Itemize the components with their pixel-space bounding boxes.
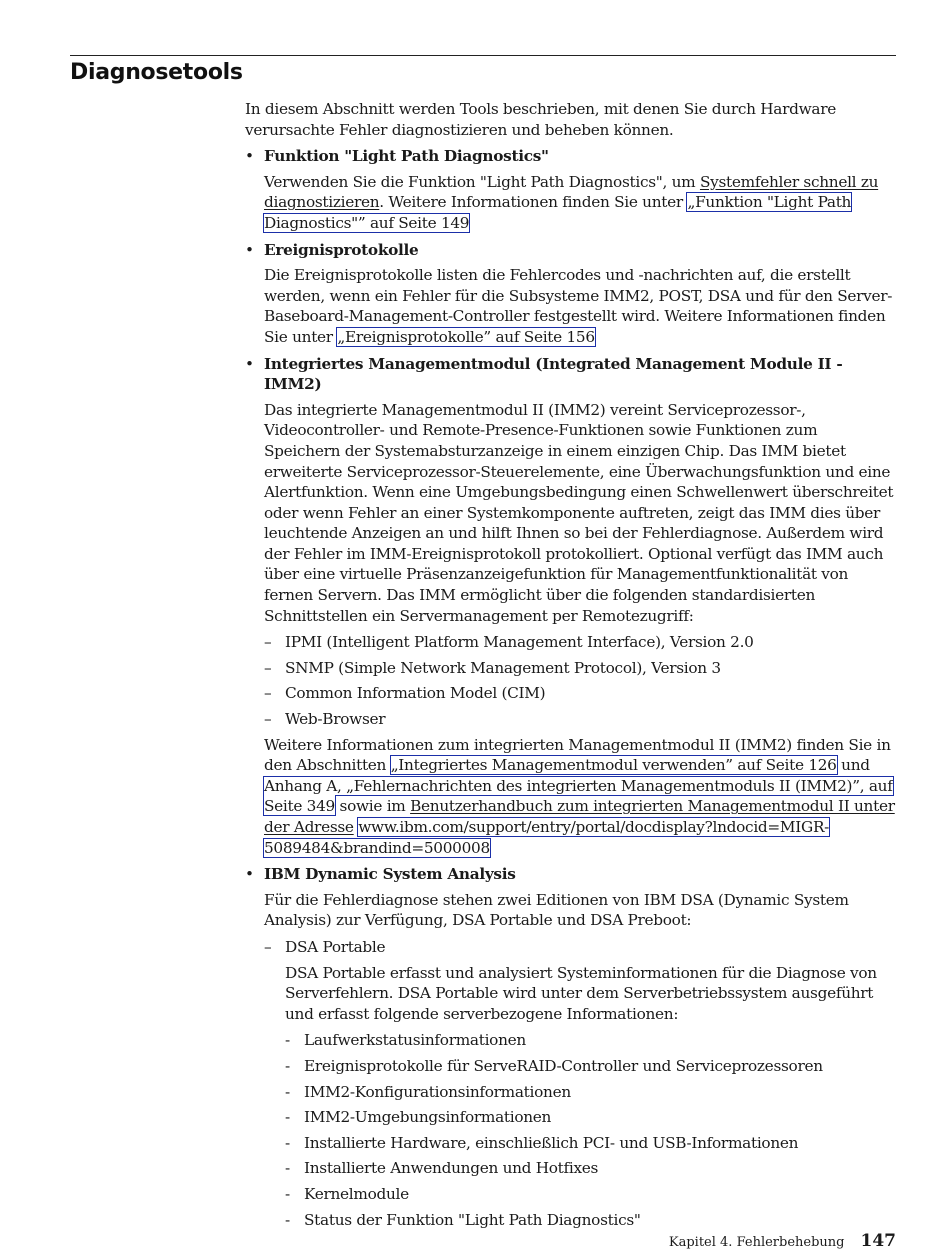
chapter-label: Kapitel 4. Fehlerbehebung xyxy=(668,1235,845,1250)
page-footer xyxy=(669,1231,896,1251)
list-item: – Common Information Model (CIM) xyxy=(264,683,897,704)
list-item: - Kernelmodule xyxy=(285,1184,897,1205)
main-content xyxy=(245,99,897,1235)
text-run: Die Ereignisprotokolle listen die Fehlercodes und -nachrichten auf, die erstellt werden, wenn ein Fehler für die Subsysteme IMM2, POST, DSA und für den Server-Baseboard-Management-Controller festgestellt wird. Weitere Informationen finden Sie unter xyxy=(264,266,893,346)
text-run: Weitere Informationen zum integrierten Managementmodul II (IMM2) finden Sie in den Abschnitten xyxy=(264,735,891,775)
bullet-heading: • IBM Dynamic System Analysis xyxy=(264,864,897,885)
list-item: – Web-Browser xyxy=(264,709,897,730)
bullet-paragraph xyxy=(264,172,897,234)
list-item: – SNMP (Simple Network Management Protocol), Version 3 xyxy=(264,658,897,679)
bullet-imm2 xyxy=(245,354,897,859)
bullet-paragraph xyxy=(264,265,897,347)
list-item: – IPMI (Intelligent Platform Management Interface), Version 2.0 xyxy=(264,632,897,653)
bullet-heading: • Integriertes Managementmodul (Integrated Management Module II - IMM2) xyxy=(264,354,897,395)
list-item: - Installierte Anwendungen und Hotfixes xyxy=(285,1158,897,1179)
bullet-event-logs xyxy=(245,240,897,348)
underlined-text: Systemfehler schnell zu diagnostizieren xyxy=(264,172,879,212)
dsa-portable-item: – DSA Portable xyxy=(264,937,897,958)
bullet-heading: • Funktion "Light Path Diagnostics" xyxy=(264,146,897,167)
list-item: - IMM2-Umgebungsinformationen xyxy=(285,1107,897,1128)
text-run: Verwenden Sie die Funktion "Light Path Diagnostics", um xyxy=(264,172,700,191)
bullet-paragraph: Für die Fehlerdiagnose stehen zwei Editionen von IBM DSA (Dynamic System Analysis) zur Verfügung, DSA Portable und DSA Preboot: xyxy=(264,890,849,930)
list-item: - IMM2-Konfigurationsinformationen xyxy=(285,1082,897,1103)
intro-paragraph: In diesem Abschnitt werden Tools beschrieben, mit denen Sie durch Hardware verursachte Fehler diagnostizieren und beheben können. xyxy=(245,100,836,139)
bullet-heading: • Ereignisprotokolle xyxy=(264,240,897,261)
bullet-dsa xyxy=(245,864,897,1230)
bullet-paragraph: Das integrierte Managementmodul II (IMM2) vereint Serviceprozessor-, Videocontroller- und Remote-Presence-Funktionen sowie Funktionen zum Speichern der Systemabsturzanzeige in einem einzigen Chip. Das IMM bietet erweiterte Serviceprozessor-Steuerelemente, eine Überwachungsfunktion und eine Alertfunktion. Wenn eine Umgebungsbedingung einen Schwellenwert überschreitet oder wenn Fehler an einer Systemkomponente auftreten, zeigt das IMM dies über leuchtende Anzeigen an und hilft Ihnen so bei der Fehlerdiagnose. Außerdem wird der Fehler im IMM-Ereignisprotokoll protokolliert. Optional verfügt das IMM auch über eine virtuelle Präsenzanzeigefunktion für Managementfunktionalität von fernen Servern. Das IMM ermöglicht über die folgenden standardisierten Schnittstellen ein Servermanagement per Remotezugriff: xyxy=(264,400,894,625)
list-item: - Status der Funktion "Light Path Diagnostics" xyxy=(285,1210,897,1231)
link-ibm-support-url[interactable]: www.ibm.com/support/entry/portal/docdisplay?lndocid=MIGR-5089484&brandind=5000008 xyxy=(264,818,830,857)
list-item: - Installierte Hardware, einschließlich PCI- und USB-Informationen xyxy=(285,1133,897,1154)
bullet-paragraph xyxy=(264,735,897,859)
dsa-portable-paragraph: DSA Portable erfasst und analysiert Systeminformationen für die Diagnose von Serverfehlern. DSA Portable wird unter dem Serverbetriebssystem ausgeführt und erfasst folgende serverbezogene Informationen: xyxy=(285,963,877,1023)
text-run: . Weitere Informationen finden Sie unter xyxy=(379,193,688,212)
list-item: - Laufwerkstatusinformationen xyxy=(285,1030,897,1051)
link-appendix-a-page-349[interactable]: Anhang A, „Fehlernachrichten des integrierten Managementmoduls II (IMM2)”, auf Seite 349 xyxy=(264,776,893,816)
bullet-light-path xyxy=(245,146,897,233)
text-run: und xyxy=(836,756,870,775)
text-run: sowie im xyxy=(334,797,411,816)
link-light-path-page-149[interactable]: „Funktion "Light Path Diagnostics"” auf Seite 149 xyxy=(264,193,852,232)
list-item: - Ereignisprotokolle für ServeRAID-Controller und Serviceprozessoren xyxy=(285,1056,897,1077)
page-number: 147 xyxy=(860,1231,896,1251)
link-event-logs-page-156[interactable]: „Ereignisprotokolle” auf Seite 156 xyxy=(337,327,595,346)
dsa-portable-block xyxy=(285,963,897,1231)
link-imm-use-page-126[interactable]: „Integriertes Managementmodul verwenden” auf Seite 126 xyxy=(390,756,837,775)
page-title: Diagnosetools xyxy=(70,60,243,85)
underlined-text: Benutzerhandbuch zum integrierten Managementmodul II unter der Adresse xyxy=(264,797,895,836)
top-rule xyxy=(70,55,896,56)
